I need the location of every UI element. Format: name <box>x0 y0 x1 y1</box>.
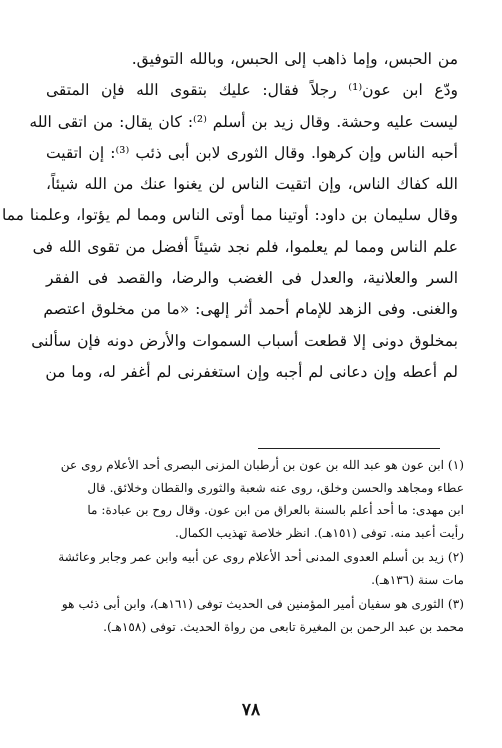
text-line: لم أعطه وإن دعانى لم أجبه وإن استغفرنى لم أغفر له، وما من <box>45 362 458 381</box>
page-number: ٧٨ <box>241 700 261 720</box>
text-line: السر والعلانية، والعدل فى الغضب والرضا، والقصد فى الفقر <box>46 269 458 288</box>
footnote-line: ابن مهدى: ما أحد أعلم بالسنة بالعراق من ابن عون. وقال روح بن عبادة: ما <box>87 503 464 517</box>
footnote-line: (٣) الثورى هو سفيان أمير المؤمنين فى الحديث توفى (١٦١هـ)، وابن أبى ذئب هو <box>61 597 464 611</box>
footnote-line: محمد بن عبد الرحمن بن المغيرة تابعى من رواة الحديث. توفى (١٥٨هـ). <box>103 619 464 634</box>
text-line: بمخلوق دونى إلا قطعت أسباب السموات والأرض دونه فإن سألنى <box>31 331 458 350</box>
text-line: من الحبس، وإما ذاهب إلى الحبس، وبالله التوفيق. <box>131 50 458 68</box>
text-line: والغنى. وفى الزهد للإمام أحمد أثر إلهى: «ما من مخلوق اعتصم <box>43 300 458 319</box>
text-line: أحبه الناس وإن كرهوا. وقال الثورى لابن أبى ذئب ⁽³⁾: إن اتقيت <box>46 143 458 162</box>
footnote-line: (٢) زيد بن أسلم العدوى المدنى أحد الأعلام روى عن أبيه وابن عمر وجابر وعائشة <box>58 550 464 564</box>
text-line: علم الناس ومما لم يعلموا، فلم نجد شيئاً أفضل من تقوى الله فى <box>32 237 458 256</box>
text-line: ودّع ابن عون⁽¹⁾ رجلاً فقال: عليك بتقوى الله فإن المتقى <box>46 81 458 100</box>
footnote-3 <box>38 593 464 638</box>
footnote-separator <box>258 448 440 449</box>
footnote-1 <box>38 454 464 544</box>
footnote-2 <box>38 546 464 591</box>
text-line: الله كفاك الناس، وإن اتقيت الناس لن يغنوا عنك من الله شيئاً، <box>46 175 458 194</box>
footnote-line: رأيت أعبد منه. توفى (١٥١هـ). انظر خلاصة تهذيب الكمال. <box>175 525 464 540</box>
text-line: ليست عليه وحشة. وقال زيد بن أسلم ⁽²⁾: كان يقال: من اتقى الله <box>29 112 458 131</box>
footnote-line: عطاء ومجاهد والحسن وخلق، روى عنه شعبة والثورى والقطان وخلائق. قال <box>87 480 464 495</box>
footnotes <box>38 454 464 640</box>
main-text <box>1 44 458 388</box>
text-line: وقال سليمان بن داود: أوتينا مما أوتى الناس ومما لم يؤتوا، وعلمنا مما <box>1 206 458 225</box>
footnote-line: (١) ابن عون هو عبد الله بن عون بن أرطبان المزنى البصرى أحد الأعلام روى عن <box>60 458 464 472</box>
footnote-line: مات سنة (١٣٦هـ). <box>371 572 464 587</box>
